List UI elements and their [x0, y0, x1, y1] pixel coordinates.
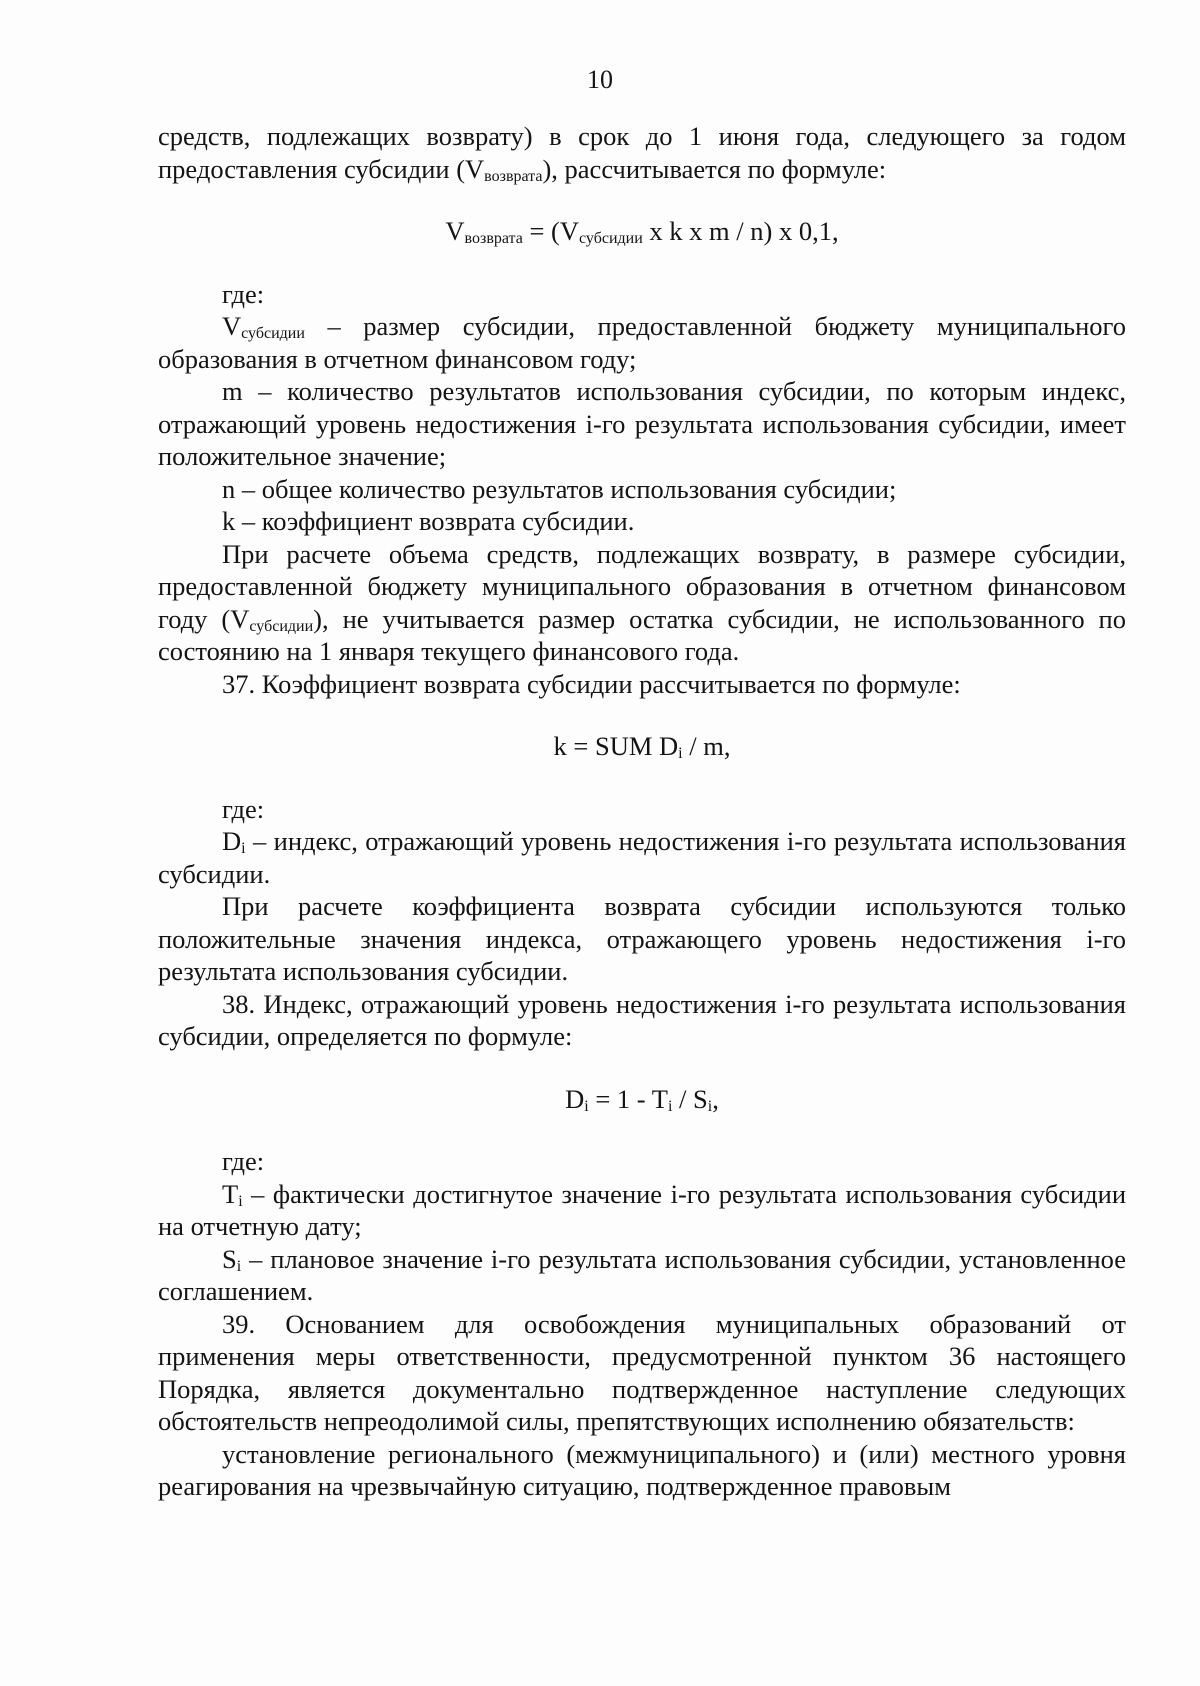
where-label-2: где:	[222, 793, 265, 824]
definition-k: k – коэффициент возврата субсидии.	[222, 506, 635, 536]
definition-di: $D_i$ – индекс, отражающий уровень недостижения i-го результата использования субсидии.	[158, 826, 1126, 889]
paragraph-positive-values: При расчете коэффициента возврата субсидии используются только положительные значения индекса, отражающего уровень недостижения i-го результата использования субсидии.	[158, 891, 1126, 986]
where-label-1: где:	[222, 278, 265, 309]
page-number: 10	[587, 65, 613, 94]
formula-k: k = SUM $D_i$ / m,	[553, 731, 731, 762]
formula-v-vozvrata: $V_{возврата} = (V_{субсидии}$ x k x m / n) x 0,1,	[445, 216, 839, 247]
definition-n: n – общее количество результатов использования субсидии;	[222, 473, 897, 504]
where-label-3: где:	[222, 1146, 265, 1176]
paragraph-39: 39. Основанием для освобождения муниципальных образований от применения меры ответственности, предусмотренной пунктом 36 настоящего Порядка, является документально подтвержденное наступление следующих обстоятельств непреодолимой силы, препятствующих исполнению обязательств:	[158, 1308, 1126, 1436]
definition-si: $S_i$ – плановое значение i-го результата использования субсидии, установленное соглашением.	[158, 1243, 1126, 1306]
paragraph-38: 38. Индекс, отражающий уровень недостижения i-го результата использования субсидии, определяется по формуле:	[158, 988, 1126, 1051]
definition-v-subsidii: $V_{субсидии}$ – размер субсидии, предоставленной бюджету муниципального образования в отчетном финансовом году;	[158, 311, 1126, 374]
paragraph-37: 37. Коэффициент возврата субсидии рассчитывается по формуле:	[222, 668, 961, 699]
paragraph-last: установление регионального (межмуниципального) и (или) местного уровня реагирования на чрезвычайную ситуацию, подтвержденное правовым	[158, 1438, 1126, 1501]
definition-m: m – количество результатов использования субсидии, по которым индекс, отражающий уровень недостижения i-го результата использования субсидии, имеет положительное значение;	[158, 376, 1126, 471]
definition-ti: $T_i$ – фактически достигнутое значение i-го результата использования субсидии на отчетную дату;	[158, 1178, 1126, 1241]
formula-di: $D_i = 1 - T_i / S_i$,	[565, 1083, 719, 1115]
paragraph-intro: средств, подлежащих возврату) в срок до 1 июня года, следующего за годом предоставления субсидии $(V_{возврата})$, рассчитывается по формуле:	[158, 121, 1126, 185]
paragraph-calc: При расчете объема средств, подлежащих возврату, в размере субсидии, предоставленной бюджету муниципального образования в отчетном финансовом году $(V_{субсидии})$, не учитывается размер остатка субсидии, не использованного по состоянию на 1 января текущего финансового года.	[158, 538, 1126, 666]
document-body	[158, 120, 1126, 1503]
